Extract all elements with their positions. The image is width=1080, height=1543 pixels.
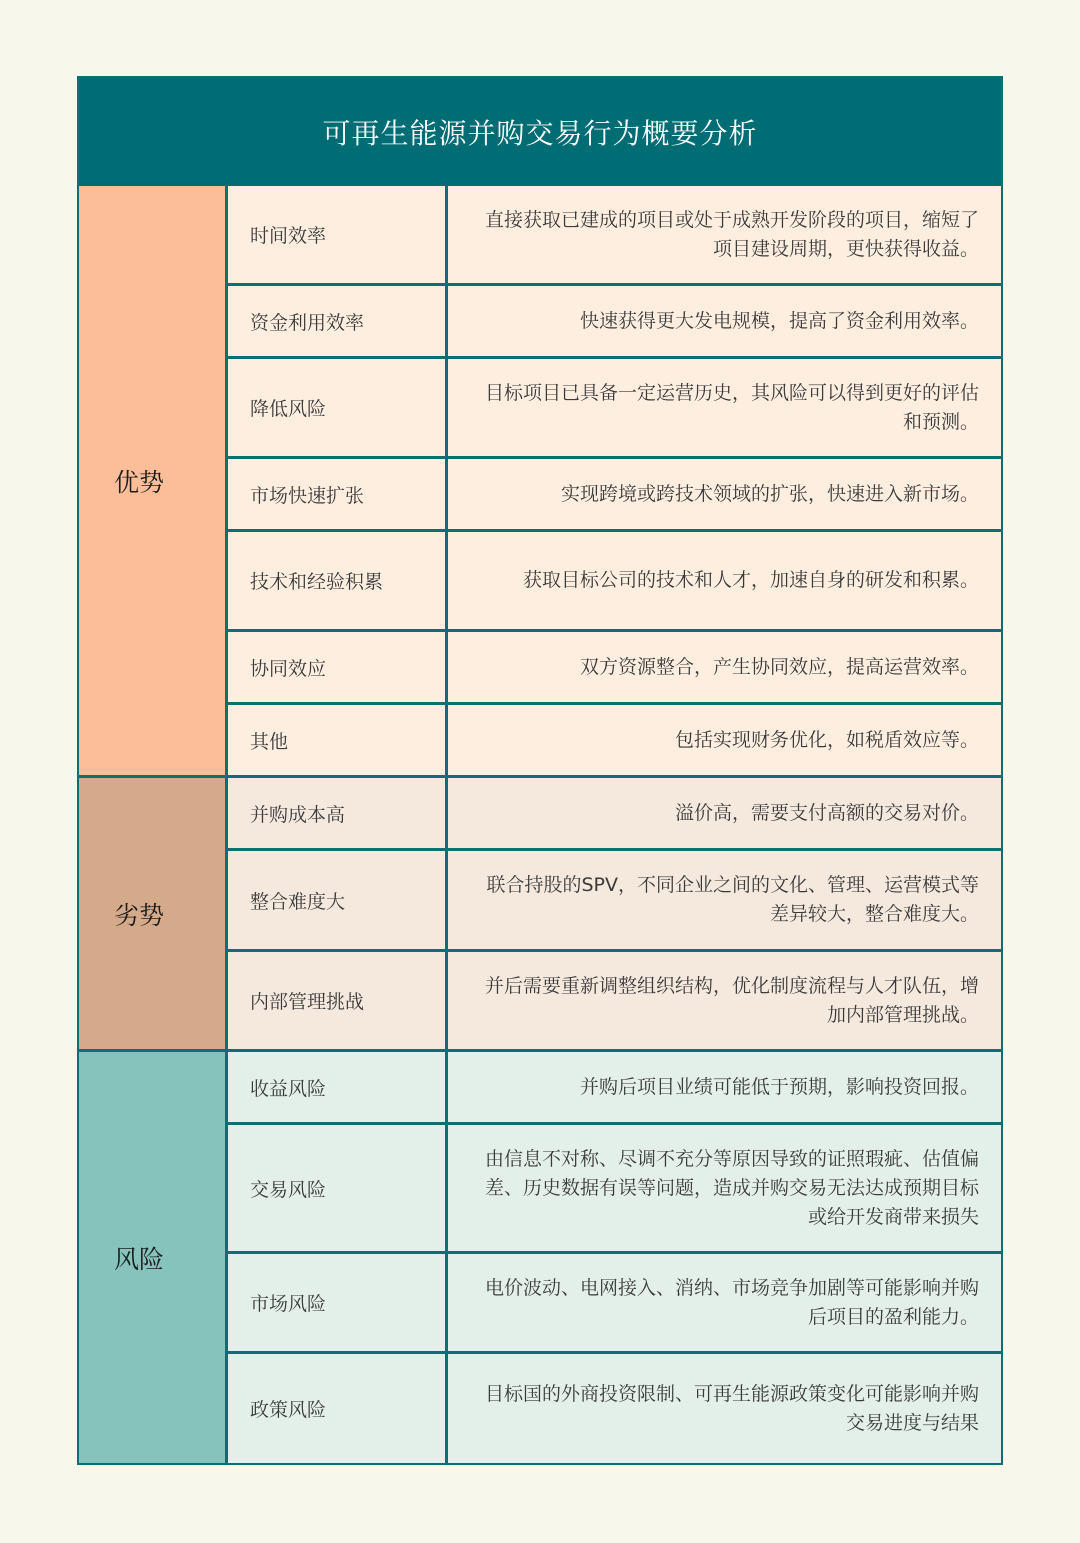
row-desc: 并后需要重新调整组织结构，优化制度流程与人才队伍，增加内部管理挑战。 [448,952,1001,1049]
row-desc: 由信息不对称、尽调不充分等原因导致的证照瑕疵、估值偏差、历史数据有误等问题，造成并购交易无法达成预期目标或给开发商带来损失 [448,1125,1001,1251]
row-desc: 获取目标公司的技术和人才，加速自身的研发和积累。 [448,532,1001,629]
row-desc: 直接获取已建成的项目或处于成熟开发阶段的项目，缩短了项目建设周期，更快获得收益。 [448,186,1001,283]
category-advantage: 优势 [79,186,225,775]
row-desc: 目标国的外商投资限制、可再生能源政策变化可能影响并购交易进度与结果 [448,1354,1001,1463]
row-desc: 双方资源整合，产生协同效应，提高运营效率。 [448,632,1001,702]
row-name: 内部管理挑战 [228,952,445,1049]
row-name: 资金利用效率 [228,286,445,356]
table-title: 可再生能源并购交易行为概要分析 [79,78,1001,186]
row-name: 协同效应 [228,632,445,702]
row-desc: 实现跨境或跨技术领域的扩张，快速进入新市场。 [448,459,1001,529]
row-name: 时间效率 [228,186,445,283]
row-name: 技术和经验积累 [228,532,445,629]
row-desc: 快速获得更大发电规模，提高了资金利用效率。 [448,286,1001,356]
analysis-table [77,76,1003,1465]
row-name: 并购成本高 [228,778,445,848]
row-name: 政策风险 [228,1354,445,1463]
row-name: 其他 [228,705,445,775]
row-name: 交易风险 [228,1125,445,1251]
row-desc: 并购后项目业绩可能低于预期，影响投资回报。 [448,1052,1001,1122]
row-name: 市场快速扩张 [228,459,445,529]
row-desc: 目标项目已具备一定运营历史，其风险可以得到更好的评估和预测。 [448,359,1001,456]
row-desc: 联合持股的SPV，不同企业之间的文化、管理、运营模式等差异较大，整合难度大。 [448,851,1001,949]
category-disadvantage: 劣势 [79,778,225,1049]
row-desc: 包括实现财务优化，如税盾效应等。 [448,705,1001,775]
row-name: 整合难度大 [228,851,445,949]
table-body [79,186,1001,1463]
category-risk: 风险 [79,1052,225,1463]
row-name: 收益风险 [228,1052,445,1122]
row-desc: 电价波动、电网接入、消纳、市场竞争加剧等可能影响并购后项目的盈利能力。 [448,1254,1001,1351]
row-desc: 溢价高，需要支付高额的交易对价。 [448,778,1001,848]
row-name: 市场风险 [228,1254,445,1351]
row-name: 降低风险 [228,359,445,456]
